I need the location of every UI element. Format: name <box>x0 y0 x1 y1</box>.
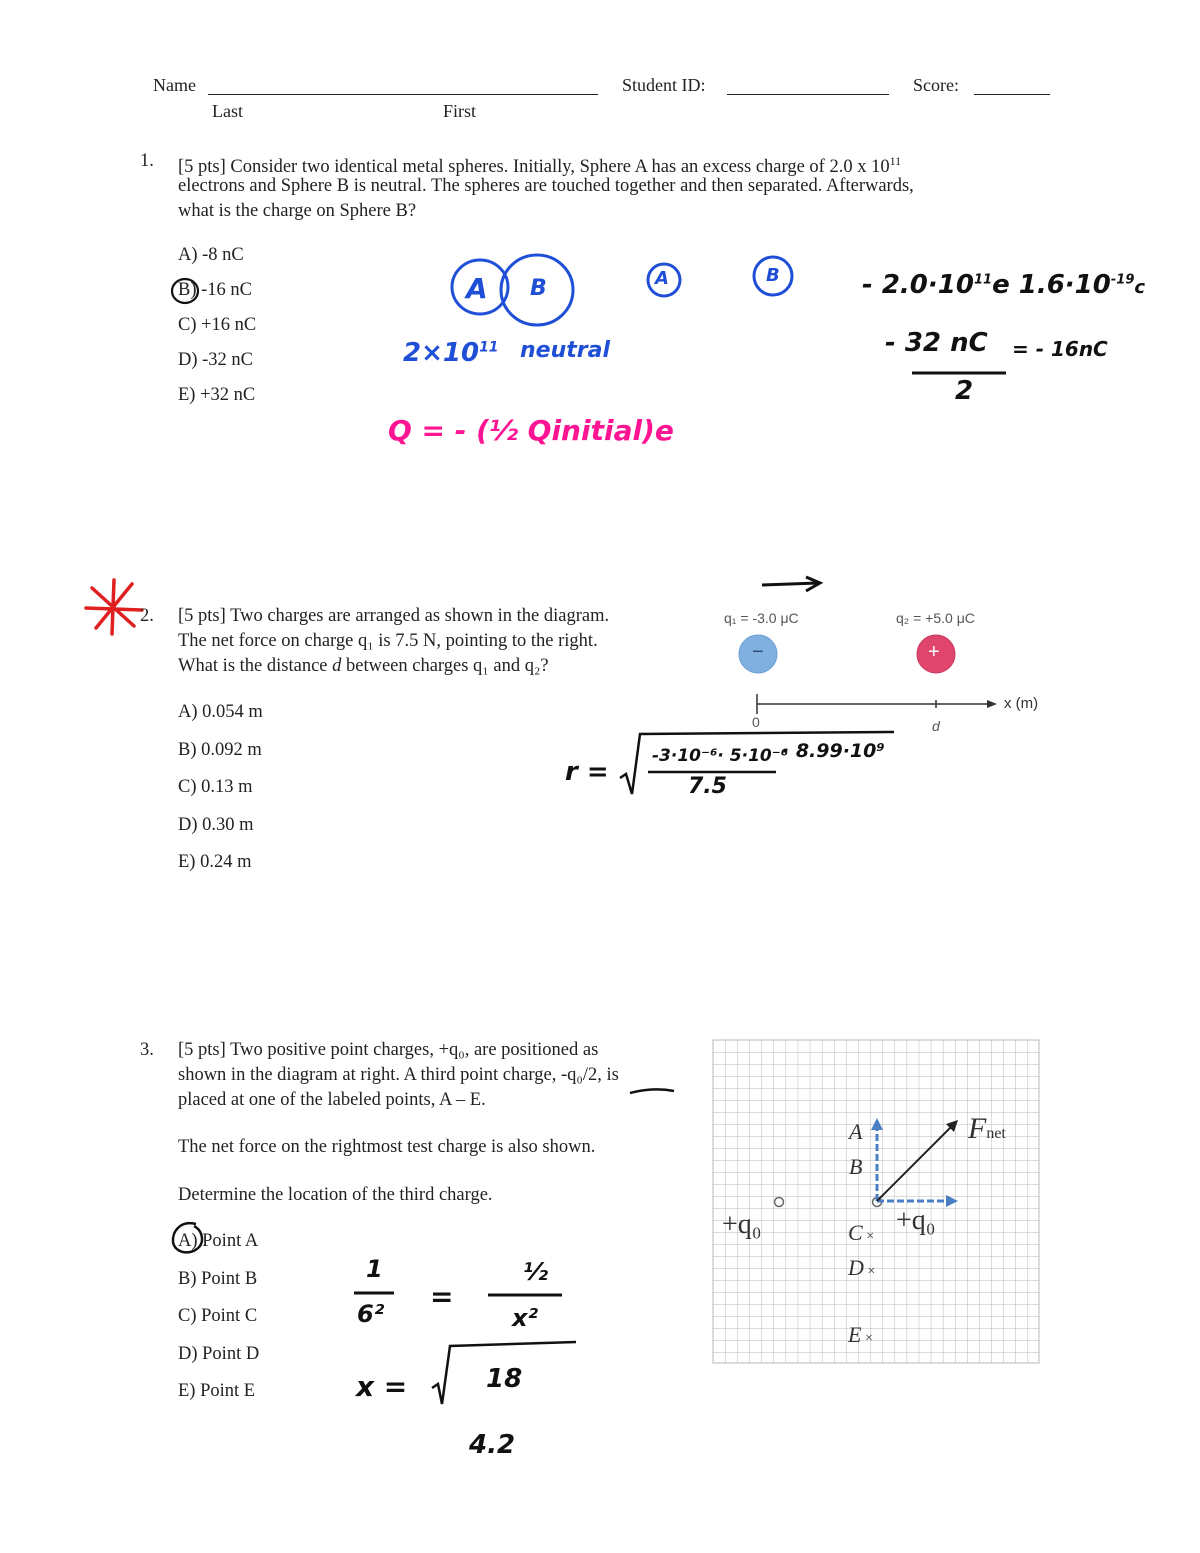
question-text-line: electrons and Sphere B is neutral. The spheres are touched together and then separated. Afterwards, <box>178 176 914 196</box>
name-label: Name <box>153 75 196 95</box>
ratio-equals: = <box>430 1280 454 1313</box>
question-text-line: shown in the diagram at right. A third point charge, -q₀/2, is <box>178 1065 619 1085</box>
score-field[interactable] <box>974 76 1050 100</box>
question-number: 1. <box>140 151 154 171</box>
force-vectors <box>860 1110 970 1210</box>
q1-option-e[interactable]: E) +32 nC <box>178 385 256 405</box>
calc-line-1: - $2.0\cdot 10^{11}e$ $1.6\cdot 10^{-19}c$ <box>862 270 1146 300</box>
question-number: 3. <box>140 1040 154 1060</box>
question-text-line: The net force on the rightmost test charge is also shown. <box>178 1137 596 1157</box>
q3-option-b[interactable]: B) Point B <box>178 1269 258 1289</box>
sphere-b-small-label: B <box>766 265 780 286</box>
charge-note: $2\times 10^{11}$ <box>403 338 499 368</box>
point-a-label: A <box>849 1119 863 1144</box>
question-text-line: placed at one of the labeled points, A – E. <box>178 1090 486 1110</box>
ratio-bar-2 <box>486 1292 566 1298</box>
answer-circle-mark <box>170 1220 206 1258</box>
last-label: Last <box>212 101 243 121</box>
question-text-line: The net force on charge q₁ is 7.5 N, pointing to the right. <box>178 631 598 651</box>
positive-sign: + <box>928 641 940 663</box>
answer-circle-mark <box>170 277 200 307</box>
sphere-a-small-label: A <box>655 268 669 289</box>
q1-option-a[interactable]: A) -8 nC <box>178 245 244 265</box>
ratio-denominator-1: 6² <box>357 1300 385 1328</box>
ratio-bar-1 <box>352 1290 398 1296</box>
ratio-numerator-2: ½ <box>523 1258 548 1286</box>
x-axis <box>755 692 1005 716</box>
solve-x-lhs: x = <box>356 1370 408 1403</box>
q3-option-e[interactable]: E) Point E <box>178 1381 256 1401</box>
student-id-label: Student ID: <box>622 75 706 95</box>
score-label: Score: <box>913 75 959 95</box>
ratio-denominator-2: x² <box>512 1304 538 1332</box>
q2-option-c[interactable]: C) 0.13 m <box>178 777 253 797</box>
name-field[interactable] <box>208 76 598 100</box>
question-1 <box>140 149 1060 229</box>
axis-d-label: d <box>932 718 940 734</box>
distance-denominator: 7.5 <box>688 774 727 799</box>
question-number: 2. <box>140 606 154 626</box>
point-c-label: C × <box>848 1220 875 1245</box>
sphere-b-label: B <box>530 276 547 301</box>
q2-option-a[interactable]: A) 0.054 m <box>178 702 263 722</box>
q2-option-e[interactable]: E) 0.24 m <box>178 852 252 872</box>
underline-mark <box>628 1086 678 1096</box>
ratio-numerator-1: 1 <box>366 1255 383 1283</box>
axis-x-label: x (m) <box>1004 695 1039 712</box>
distance-formula-lhs: r = <box>565 757 609 787</box>
question-text-line: Determine the location of the third charge. <box>178 1185 493 1205</box>
force-label: Fnet <box>968 1112 1006 1145</box>
distance-numerator: -3·10⁻⁶· 5·10⁻⁶ <box>652 746 789 766</box>
point-b-label: B <box>849 1154 863 1179</box>
student-id-field[interactable] <box>727 76 889 100</box>
force-arrow-sketch <box>760 575 830 595</box>
question-text-line: what is the charge on Sphere B? <box>178 201 417 221</box>
question-text-line: [5 pts] Consider two identical metal spheres. Initially, Sphere A has an excess charge of 2.0 x $10^{11}$ <box>178 154 902 178</box>
right-charge-label: +q₀ <box>896 1205 936 1236</box>
question-text-line: [5 pts] Two charges are arranged as shown in the diagram. <box>178 606 610 626</box>
q2-charge-label: q₂ = +5.0 μC <box>896 610 975 626</box>
first-label: First <box>443 101 477 121</box>
negative-sign: − <box>752 641 764 663</box>
sphere-a-label: A <box>466 272 488 305</box>
q1-option-d[interactable]: D) -32 nC <box>178 350 254 370</box>
charge-formula: Q = - (½ Qinitial)e <box>388 414 674 447</box>
q2-option-d[interactable]: D) 0.30 m <box>178 815 254 835</box>
q3-option-a[interactable]: A) Point A <box>178 1231 259 1251</box>
neutral-note: neutral <box>520 338 610 363</box>
q1-option-b[interactable]: B) -16 nC <box>178 280 252 300</box>
point-e-label: E × <box>848 1322 873 1347</box>
question-text-line: What is the distance d between charges q₁ and q₂? <box>178 656 549 676</box>
q3-option-d[interactable]: D) Point D <box>178 1344 260 1364</box>
point-d-label: D × <box>848 1255 876 1280</box>
coulomb-constant: · 8.99·10⁹ <box>782 740 885 762</box>
question-3 <box>140 1038 700 1208</box>
result-value: 4.2 <box>469 1430 516 1460</box>
calc-result: = - 16nC <box>1012 337 1108 361</box>
left-charge-marker <box>772 1195 786 1209</box>
question-2 <box>140 604 700 684</box>
sqrt-value: 18 <box>486 1364 523 1394</box>
q2-option-b[interactable]: B) 0.092 m <box>178 740 262 760</box>
question-text-line: [5 pts] Two positive point charges, +q₀, are positioned as <box>178 1040 599 1060</box>
calc-denominator: 2 <box>955 376 974 406</box>
q1-charge-label: q₁ = -3.0 μC <box>724 610 799 626</box>
left-charge-label: +q₀ <box>722 1209 762 1240</box>
q3-option-c[interactable]: C) Point C <box>178 1306 258 1326</box>
calc-line-2: - 32 nC <box>885 328 988 358</box>
q1-option-c[interactable]: C) +16 nC <box>178 315 257 335</box>
red-star-mark <box>84 578 144 638</box>
axis-origin-label: 0 <box>752 714 760 730</box>
